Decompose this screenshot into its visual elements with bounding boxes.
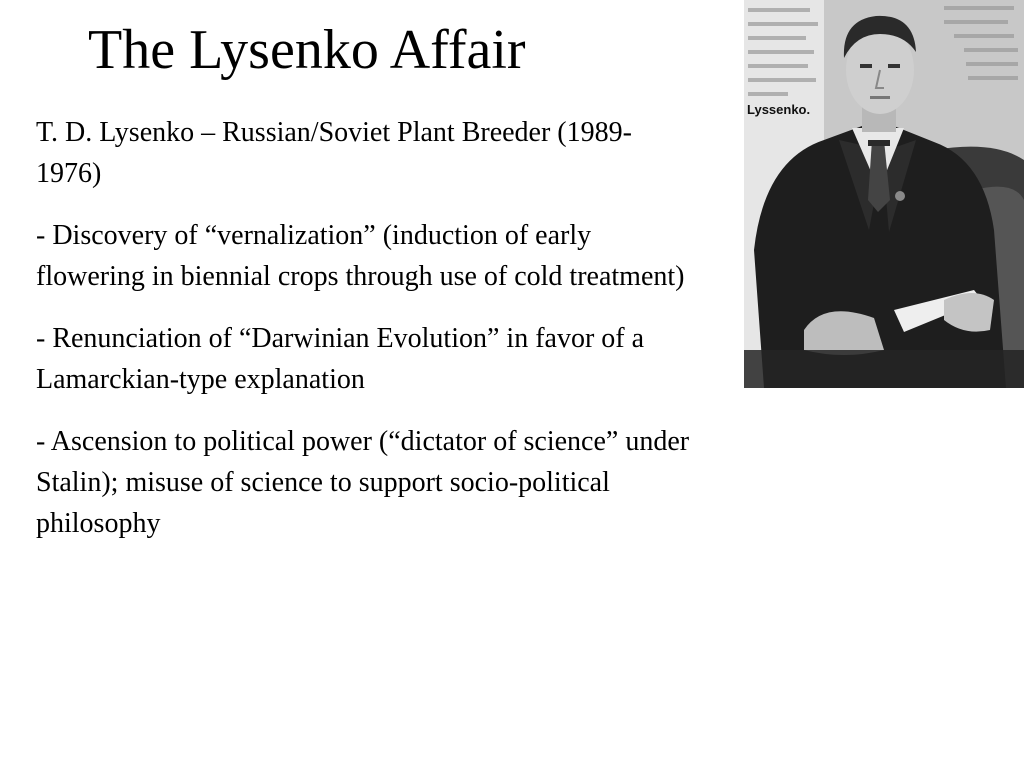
bullet-item: - Discovery of “vernalization” (induction of early flowering in biennial crops through use of cold treatment) [36,220,685,292]
photo-caption: Lyssenko. [747,102,811,117]
portrait-illustration [744,0,1024,388]
slide-title: The Lysenko Affair [88,19,526,81]
bullet-list [36,112,696,565]
portrait-photo [744,0,1024,388]
bullet-item: - Ascension to political power (“dictator of science” under Stalin); misuse of science to support socio-political philosophy [36,426,690,539]
bullet-item: T. D. Lysenko – Russian/Soviet Plant Breeder (1989-1976) [36,117,632,189]
bullet-item: - Renunciation of “Darwinian Evolution” in favor of a Lamarckian-type explanation [36,323,645,395]
